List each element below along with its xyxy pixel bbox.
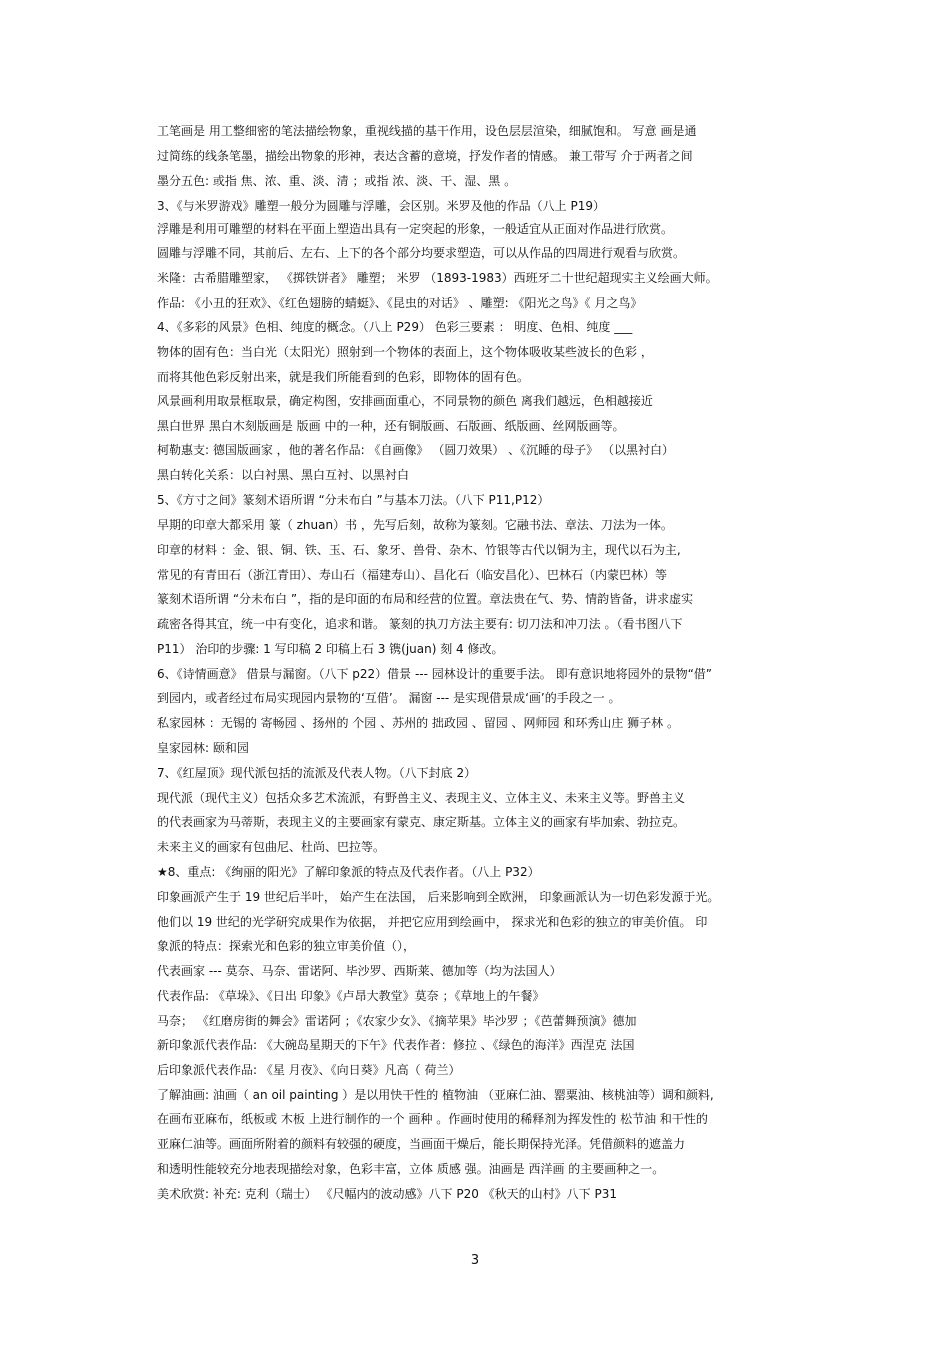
text-line: 和透明性能较充分地表现描绘对象，色彩丰富，立体 质感 强。油画是 西洋画 的主要画种之一。 [157,1162,665,1176]
text-line: 3、《与米罗游戏》雕塑一般分为圆雕与浮雕，会区别。米罗及他的作品（八上 P19） [157,199,605,213]
text-line: 4、《多彩的风景》色相、纯度的概念。（八上 P29） 色彩三要素 ： 明度、色相、纯度 ___ [157,320,633,334]
text-line: 美术欣赏: 补充: 克利（瑞士） 《尺幅内的波动感》八下 P20 《秋天的山村》八下 P31 [157,1187,617,1201]
text-line: 早期的印章大都采用 篆（ zhuan）书 ，先写后刻，故称为篆刻。它融书法、章法、刀法为一体。 [157,518,673,532]
text-line: 风景画利用取景框取景，确定构图，安排画面重心，不同景物的颜色 离我们越远，色相越接近 [157,394,653,408]
text-line: 7、《红屋顶》现代派包括的流派及代表人物。（八下封底 2） [157,766,477,780]
text-line: 6、《诗情画意》 借景与漏窗。（八下 p22）借景 --- 园林设计的重要手法。 即有意识地将园外的景物“借” [157,667,713,681]
text-line: 亚麻仁油等。画面所附着的颜料有较强的硬度，当画面干燥后，能长期保持光泽。凭借颜料的遮盖力 [157,1137,686,1151]
text-line: 篆刻术语所谓 “分未布白 ”，指的是印面的布局和经营的位置。章法贵在气、势、情韵皆备，讲求虚实 [157,592,694,606]
text-line: 圆雕与浮雕不同，其前后、左右、上下的各个部分均要求塑造，可以从作品的四周进行观看与欣赏。 [157,246,686,260]
text-line: 在画布亚麻布，纸板或 木板 上进行制作的一个 画种 。作画时使用的稀释剂为挥发性的 松节油 和干性的 [157,1112,708,1126]
text-line: P11） 治印的步骤: 1 写印稿 2 印稿上石 3 镌(juan) 刻 4 修改。 [157,642,504,656]
text-line: 5、《方寸之间》篆刻术语所谓 “分未布白 ”与基本刀法。（八下 P11,P12） [157,493,550,507]
text-line: 皇家园林: 颐和园 [157,741,249,755]
text-line: 米隆：古希腊雕塑家， 《掷铁饼者》 雕塑； 米罗 （1893-1983）西班牙二十世纪超现实主义绘画大师。 [157,271,718,285]
text-line: 浮雕是利用可雕塑的材料在平面上塑造出具有一定突起的形象，一般适宜从正面对作品进行欣赏。 [157,222,674,236]
text-line: 代表画家 --- 莫奈、马奈、雷诺阿、毕沙罗、西斯莱、德加等（均为法国人） [157,964,562,978]
text-line: 作品: 《小丑的狂欢》、《红色翅膀的蜻蜓》、《昆虫的对话》 、雕塑: 《阳光之鸟》《 月之鸟》 [157,296,643,310]
page-number: 3 [470,1253,480,1268]
text-line: 柯勒惠支: 德国版画家 ，他的著名作品: 《自画像》 （圆刀效果） 、《沉睡的母子》 （以黑衬白） [157,443,674,457]
text-line: 墨分五色: 或指 焦、浓、重、淡、清 ；或指 浓、淡、干、湿、黑 。 [157,174,517,188]
text-line: 的代表画家为马蒂斯，表现主义的主要画家有蒙克、康定斯基。立体主义的画家有毕加索、勃拉克。 [157,815,686,829]
text-line: 常见的有青田石（浙江青田）、寿山石（福建寿山）、昌化石（临安昌化）、巴林石（内蒙巴林）等 [157,568,668,582]
text-line: 印象画派产生于 19 世纪后半叶， 始产生在法国， 后来影响到全欧洲， 印象画派认为一切色彩发源于光。 [157,890,720,904]
text-line: 黑白转化关系：以白衬黑、黑白互衬、以黑衬白 [157,468,410,482]
text-line: 黑白世界 黑白木刻版画是 版画 中的一种，还有铜版画、石版画、纸版画、丝网版画等。 [157,419,625,433]
text-line: 新印象派代表作品: 《大碗岛星期天的下午》代表作者：修拉 、《绿色的海洋》西涅克 法国 [157,1038,635,1052]
text-line: 物体的固有色：当白光（太阳光）照射到一个物体的表面上，这个物体吸收某些波长的色彩 ， [157,345,653,359]
text-line: 他们以 19 世纪的光学研究成果作为依据， 并把它应用到绘画中， 探求光和色彩的独立的审美价值。 印 [157,915,708,929]
text-line: 过简练的线条笔墨，描绘出物象的形神，表达含蓄的意境，抒发作者的情感。 兼工带写 介于两者之间 [157,149,693,163]
text-line: 现代派（现代主义）包括众多艺术流派，有野兽主义、表现主义、立体主义、未来主义等。野兽主义 [157,791,686,805]
text-line: 代表作品: 《草垛》、《日出 印象》《卢昂大教堂》莫奈 ；《草地上的午餐》 [157,989,545,1003]
text-line: 后印象派代表作品: 《星 月夜》、《向日葵》凡高（ 荷兰） [157,1063,461,1077]
text-line: 马奈； 《红磨房街的舞会》雷诺阿 ；《农家少女》、《摘苹果》毕沙罗 ；《芭蕾舞预演》德加 [157,1014,637,1028]
text-line: 未来主义的画家有包曲尼、杜尚、巴拉等。 [157,840,386,854]
text-line: 而将其他色彩反射出来，就是我们所能看到的色彩，即物体的固有色。 [157,370,530,384]
text-line: 印章的材料 ：金、银、铜、铁、玉、石、象牙、兽骨、杂木、竹银等古代以铜为主，现代以石为主, [157,543,681,557]
text-line: 私家园林 ：无锡的 寄畅园 、扬州的 个园 、苏州的 拙政园 、留园 、网师园 和环秀山庄 狮子林 。 [157,716,679,730]
text-line: 到园内，或者经过布局实现园内景物的‘互借’。 漏窗 --- 是实现借景成‘画’的手段之一 。 [157,691,621,705]
text-line: ★8、重点: 《绚丽的阳光》了解印象派的特点及代表作者。（八上 P32） [157,865,540,879]
text-line: 疏密各得其宜，统一中有变化，追求和谐。 篆刻的执刀方法主要有: 切刀法和冲刀法 。（看书图八下 [157,617,683,631]
text-line: 了解油画: 油画（ an oil painting ）是以用快干性的 植物油 （亚麻仁油、罂粟油、核桃油等）调和颜料, [157,1088,714,1102]
text-line: 工笔画是 用工整细密的笔法描绘物象，重视线描的基干作用，设色层层渲染，细腻饱和。 写意 画是通 [157,124,697,138]
text-line: 象派的特点：探索光和色彩的独立审美价值（）， [157,939,416,953]
